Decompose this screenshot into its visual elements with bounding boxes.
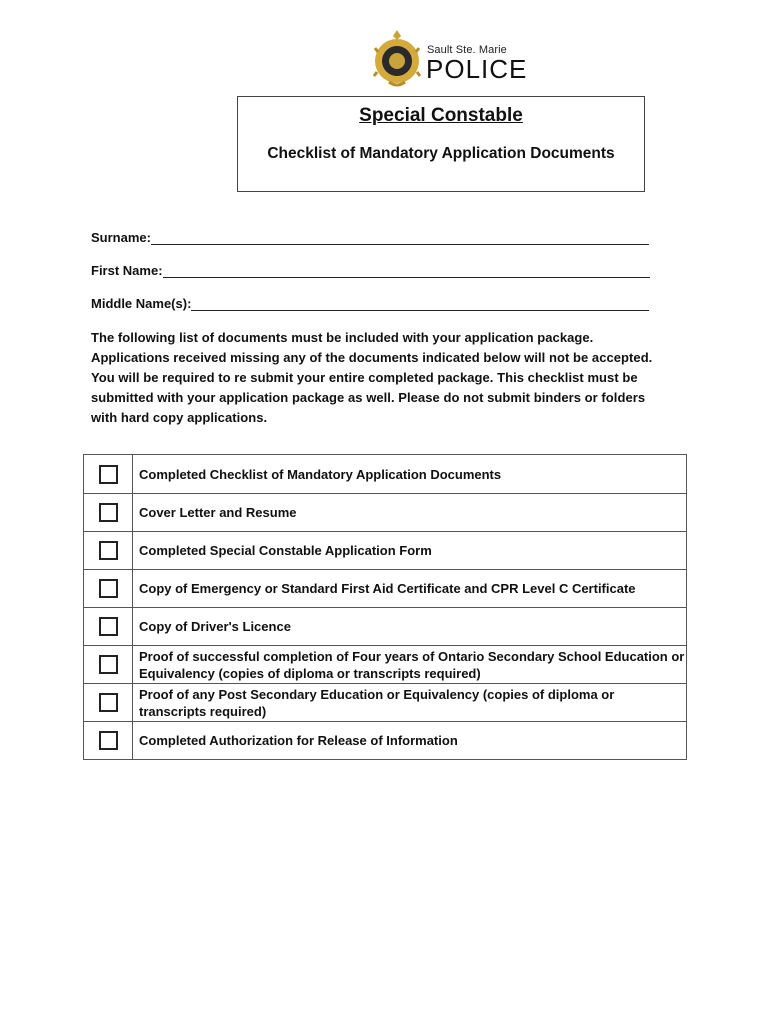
- first-name-input[interactable]: [163, 263, 650, 278]
- checklist-item-label: Proof of successful completion of Four years of Ontario Secondary School Education or Equivalency (copies of diploma or transcripts required): [133, 646, 687, 684]
- checklist-item-label: Proof of any Post Secondary Education or Equivalency (copies of diploma or transcripts required): [133, 684, 687, 722]
- middle-name-field: [91, 296, 649, 311]
- logo-city-name: Sault Ste. Marie: [427, 44, 507, 56]
- checklist-item-label: Completed Authorization for Release of Information: [133, 722, 687, 760]
- middle-name-input[interactable]: [191, 296, 649, 311]
- instructions-paragraph: The following list of documents must be included with your application package. Applications received missing any of the documents indicated below will not be accepted. You will be required to re submit your entire completed package. This checklist must be submitted with your application package as well. Please do not submit binders or folders with hard copy applications.: [91, 330, 653, 425]
- checkbox[interactable]: [99, 617, 118, 636]
- checklist-row: [84, 532, 687, 570]
- checklist-row: [84, 608, 687, 646]
- checkbox[interactable]: [99, 731, 118, 750]
- checklist-row: [84, 646, 687, 684]
- checklist-item-label: Copy of Driver's Licence: [133, 608, 687, 646]
- checkbox[interactable]: [99, 465, 118, 484]
- surname-input[interactable]: [151, 230, 649, 245]
- checklist-row: [84, 455, 687, 494]
- checklist-item-label: Completed Special Constable Application Form: [133, 532, 687, 570]
- checkbox[interactable]: [99, 579, 118, 598]
- checkbox[interactable]: [99, 693, 118, 712]
- checkbox[interactable]: [99, 541, 118, 560]
- title-box: [237, 96, 645, 192]
- police-logo: [372, 28, 528, 88]
- surname-label: Surname:: [91, 230, 151, 245]
- checklist-item-label: Cover Letter and Resume: [133, 494, 687, 532]
- police-crest-icon: [372, 28, 422, 88]
- checklist-item-label: Copy of Emergency or Standard First Aid Certificate and CPR Level C Certificate: [133, 570, 687, 608]
- page-title: Special Constable: [359, 105, 523, 126]
- page-subtitle: Checklist of Mandatory Application Documents: [267, 145, 615, 162]
- middle-name-label: Middle Name(s):: [91, 296, 192, 311]
- logo-police-wordmark: POLICE: [426, 54, 528, 84]
- checklist-row: [84, 570, 687, 608]
- checklist-row: [84, 722, 687, 760]
- document-checklist: [83, 454, 687, 760]
- checklist-row: [84, 494, 687, 532]
- first-name-label: First Name:: [91, 263, 163, 278]
- checkbox[interactable]: [99, 655, 118, 674]
- first-name-field: [91, 263, 650, 278]
- checkbox[interactable]: [99, 503, 118, 522]
- checklist-item-label: Completed Checklist of Mandatory Application Documents: [133, 455, 687, 494]
- surname-field: [91, 230, 649, 245]
- checklist-row: [84, 684, 687, 722]
